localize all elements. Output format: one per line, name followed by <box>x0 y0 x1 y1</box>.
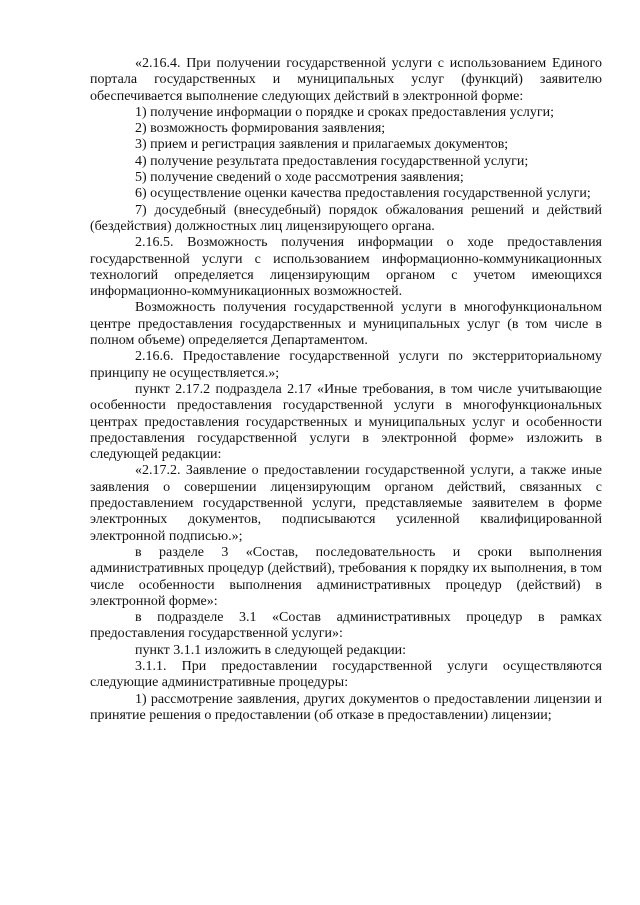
paragraph-2-16-5: 2.16.5. Возможность получения информации о ходе предоставления государственной услуги с использованием информационно-коммуникационных технологий определяется лицензирующим органом с учетом имеющихся информационно-коммуникационных возможностей. <box>90 235 602 300</box>
document-page <box>90 56 602 724</box>
paragraph-point-3-1-1-intro: пункт 3.1.1 изложить в следующей редакции: <box>135 642 406 658</box>
paragraph-3-1-1: 3.1.1. При предоставлении государственной услуги осуществляются следующие административные процедуры: <box>90 658 602 691</box>
list-item-5: 5) получение сведений о ходе рассмотрения заявления; <box>135 170 464 186</box>
list-item-7: 7) досудебный (внесудебный) порядок обжалования решений и действий (бездействия) должностных лиц лицензирующего органа. <box>90 202 602 234</box>
list-item-6: 6) осуществление оценки качества предоставления государственной услуги; <box>135 186 591 202</box>
list-item-1: 1) получение информации о порядке и сроках предоставления услуги; <box>135 104 555 120</box>
paragraph-2-16-6: 2.16.6. Предоставление государственной услуги по экстерриториальному принципу не осуществляется.»; <box>90 349 602 381</box>
paragraph-2-17-2: «2.17.2. Заявление о предоставлении государственной услуги, а также иные заявления о совершении лицензирующим органом действий, связанных с предоставлением государственной услуги, представляемые заявителем в форме электронных документов, подписываются усиленной квалифицированной электронной подписью.»; <box>90 463 602 544</box>
paragraph-2-16-4: «2.16.4. При получении государственной услуги с использованием Единого портала государственных и муниципальных услуг (функций) заявителю обеспечивается выполнение следующих действий в электронной форме: <box>90 56 602 104</box>
list-item-procedure-1: 1) рассмотрение заявления, других документов о предоставлении лицензии и принятие решения о предоставлении (об отказе в предоставлении) лицензии; <box>90 691 602 723</box>
list-item-4: 4) получение результата предоставления государственной услуги; <box>135 153 529 169</box>
list-item-2: 2) возможность формирования заявления; <box>135 121 386 137</box>
paragraph-point-2-17-2: пункт 2.17.2 подраздела 2.17 «Иные требования, в том числе учитывающие особенности предоставления государственной услуги в многофункциональных центрах предоставления государственных и муниципальных услуг и особенности предоставления государственной услуги в электронной форме» изложить в следующей редакции: <box>90 381 602 463</box>
paragraph-section-3: в разделе 3 «Состав, последовательность и сроки выполнения административных процедур (действий), требования к порядку их выполнения, в том числе особенности выполнения административных процедур (действий) в электронной форме»: <box>90 544 602 609</box>
paragraph-mfc-availability: Возможность получения государственной услуги в многофункциональном центре предоставления государственных и муниципальных услуг (в том числе в полном объеме) определяется Департаментом. <box>90 300 602 349</box>
list-item-3: 3) прием и регистрация заявления и прилагаемых документов; <box>135 137 509 153</box>
paragraph-subsection-3-1: в подразделе 3.1 «Состав административных процедур в рамках предоставления государственной услуги»: <box>90 610 602 642</box>
